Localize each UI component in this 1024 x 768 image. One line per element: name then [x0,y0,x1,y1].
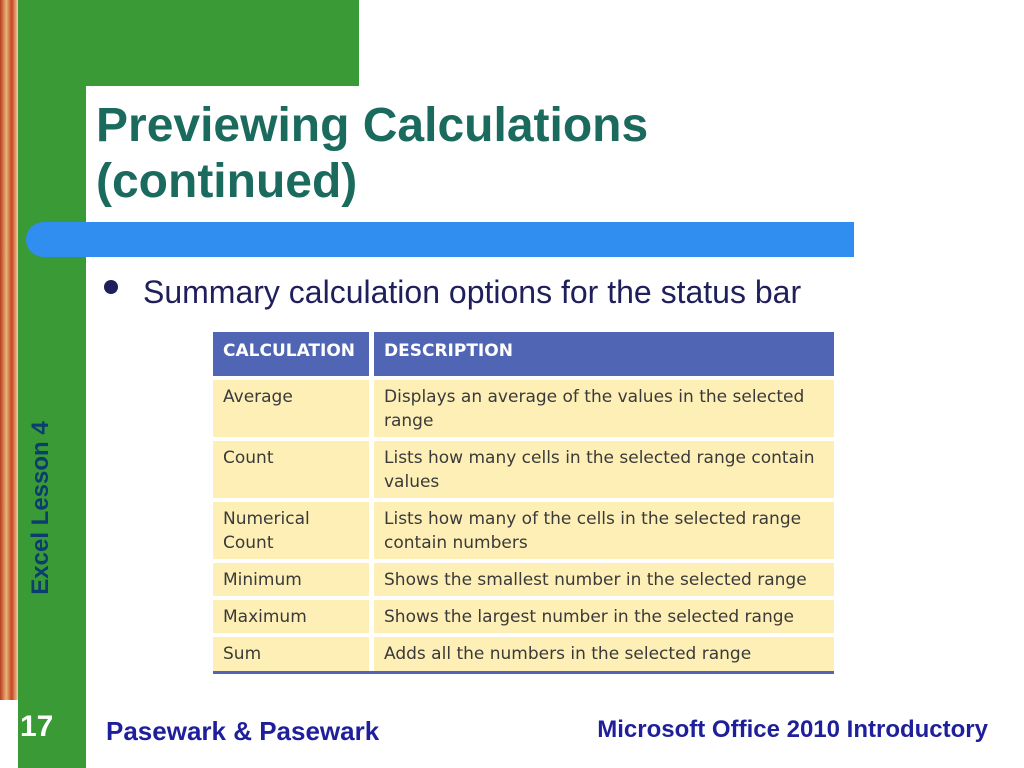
desc-cell: Shows the smallest number in the selected range [374,563,834,596]
decorative-edge-image [0,0,18,700]
calc-name: Minimum [223,570,302,590]
desc-cell: Lists how many of the cells in the selected range contain numbers [374,502,834,559]
calc-cell [213,502,369,559]
calc-cell [213,380,369,437]
calc-name: Average [223,387,293,407]
bullet-icon [104,280,118,294]
footer-author: Pasewark & Pasewark [106,716,380,746]
slide-title-line-2: (continued) [96,155,358,208]
header-description: DESCRIPTION [374,332,834,376]
desc-cell: Displays an average of the values in the selected range [374,380,834,437]
table-row [213,637,834,671]
page-number: 17 [20,710,54,743]
slide-title-line-1: Previewing Calculations [96,99,649,152]
calc-cell [213,600,369,633]
table-row [213,600,834,633]
calculation-table [213,332,834,674]
calc-name-line-2: Count [223,533,274,553]
desc-cell: Adds all the numbers in the selected range [374,637,834,671]
header-calculation: CALCULATION [213,332,369,376]
top-green-block [86,0,359,86]
calc-name: Sum [223,644,262,664]
table-row [213,502,834,559]
table-row [213,441,834,498]
slide-title [96,98,856,210]
calc-name: Numerical [223,509,310,529]
title-underline-bar [26,222,854,257]
calc-name: Maximum [223,607,307,627]
left-green-band [18,0,86,768]
table-row [213,563,834,596]
calc-cell [213,441,369,498]
table-row [213,380,834,437]
side-lesson-label: Excel Lesson 4 [27,421,54,595]
desc-cell: Lists how many cells in the selected range contain values [374,441,834,498]
calc-name: Count [223,448,274,468]
table-header-row [213,332,834,376]
calc-cell [213,637,369,671]
desc-cell: Shows the largest number in the selected range [374,600,834,633]
bullet-text: Summary calculation options for the status bar [143,274,802,310]
calc-cell [213,563,369,596]
footer-book-title: Microsoft Office 2010 Introductory [597,716,988,743]
